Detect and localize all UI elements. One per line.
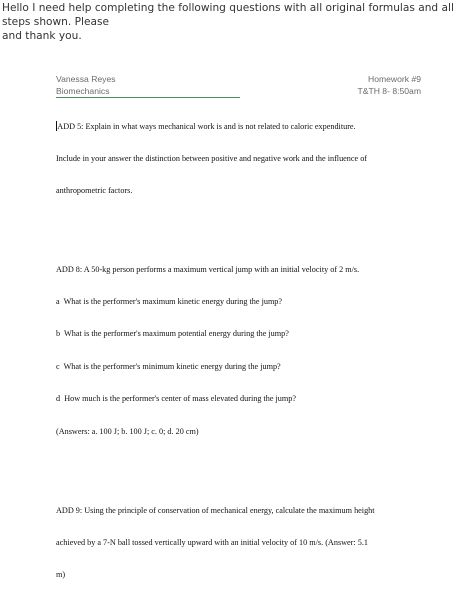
question-add8-answers: (Answers: a. 100 J; b. 100 J; c. 0; d. 20 cm) xyxy=(56,426,199,436)
homework-info xyxy=(357,73,421,97)
question-add8-part-c: c What is the performer's minimum kinetic energy during the jump? xyxy=(56,361,281,371)
homework-number: Homework #9 xyxy=(367,74,421,84)
class-schedule: T&TH 8- 8:50am xyxy=(357,86,421,96)
question-add8-line: ADD 8: A 50-kg person performs a maximum vertical jump with an initial velocity of 2 m/s. xyxy=(56,264,360,274)
request-line-1: Hello I need help completing the following questions with all original formulas and all steps shown. Please xyxy=(2,2,454,28)
question-add8-part-d: d How much is the performer's center of mass elevated during the jump? xyxy=(56,394,296,404)
question-add8-part-a: a What is the performer's maximum kinetic energy during the jump? xyxy=(56,296,283,306)
question-add5-line: ADD 5: Explain in what ways mechanical work is and is not related to caloric expenditure. xyxy=(57,121,356,131)
student-name: Vanessa Reyes xyxy=(56,74,116,84)
question-add8 xyxy=(56,243,422,448)
question-add5-line: Include in your answer the distinction between positive and negative work and the influence of xyxy=(56,153,368,163)
student-info xyxy=(56,73,240,98)
course-name: Biomechanics xyxy=(56,85,240,98)
question-add9-line: achieved by a 7-N ball tossed vertically upward with an initial velocity of 10 m/s. (Answer: 5.1 xyxy=(56,537,368,547)
question-add5 xyxy=(56,99,422,208)
request-text xyxy=(2,1,472,43)
question-add9-line: m) xyxy=(56,570,66,580)
request-line-2: and thank you. xyxy=(2,30,82,42)
question-add9 xyxy=(56,484,422,592)
question-add9-line: ADD 9: Using the principle of conservation of mechanical energy, calculate the maximum height xyxy=(56,505,375,515)
question-add5-line: anthropometric factors. xyxy=(56,186,133,196)
question-add8-part-b: b What is the performer's maximum potential energy during the jump? xyxy=(56,329,289,339)
